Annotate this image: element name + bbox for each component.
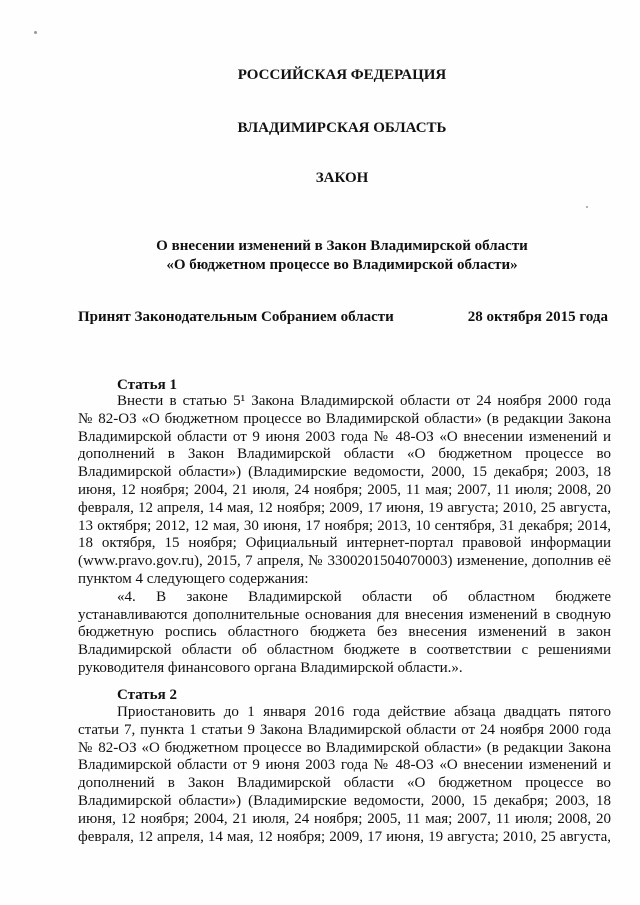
paragraph-line: февраля, 12 апреля, 14 мая, 12 ноября; 2009, 17 июня, 19 августа; 2010, 25 августа, bbox=[78, 499, 611, 516]
paragraph-line: руководителя финансового органа Владимирской области.». bbox=[78, 659, 463, 676]
paragraph-line: статьи 7, пункта 1 статьи 9 Закона Владимирской области от 24 ноября 2000 года bbox=[78, 721, 611, 738]
paragraph-line: № 82-ОЗ «О бюджетном процессе во Владимирской области» (в редакции Закона bbox=[78, 739, 611, 756]
document-type-heading: ЗАКОН bbox=[315, 170, 369, 186]
paragraph-line: Владимирской области от 9 июня 2003 года № 48-ОЗ «О внесении изменений и bbox=[78, 757, 611, 774]
article-1-body bbox=[78, 393, 611, 678]
law-title-line: О внесении изменений в Закон Владимирской области bbox=[156, 238, 528, 254]
paragraph-line: Внести в статью 5¹ Закона Владимирской области от 24 ноября 2000 года bbox=[117, 393, 611, 409]
article-2-body bbox=[78, 704, 611, 846]
paragraph-line: «4. В законе Владимирской области об областном бюджете bbox=[117, 588, 611, 605]
adoption-date: 28 октября 2015 года bbox=[467, 309, 608, 325]
paragraph-line: июня, 12 ноября; 2004, 21 июля, 24 ноября; 2005, 11 мая; 2007, 11 июля; 2008, 20 bbox=[78, 810, 611, 827]
scan-speck bbox=[586, 206, 588, 208]
paragraph-line: февраля, 12 апреля, 14 мая, 12 ноября; 2009, 17 июня, 19 августа; 2010, 25 августа, bbox=[78, 828, 611, 845]
article-1-heading: Статья 1 bbox=[117, 377, 177, 393]
scan-speck bbox=[34, 31, 37, 34]
paragraph-line: Владимирской области») (Владимирские ведомости, 2000, 15 декабря; 2003, 18 bbox=[78, 792, 611, 809]
article-2-heading: Статья 2 bbox=[117, 687, 177, 703]
paragraph-line: (www.pravo.gov.ru), 2015, 7 апреля, № 3300201504070003) изменение, дополнив её bbox=[78, 553, 611, 570]
paragraph-line: № 82-ОЗ «О бюджетном процессе во Владимирской области» (в редакции Закона bbox=[78, 410, 611, 427]
paragraph-line: дополнений в Закон Владимирской области «О бюджетном процессе во bbox=[78, 446, 611, 463]
law-title-line: «О бюджетном процессе во Владимирской области» bbox=[166, 257, 518, 273]
paragraph-line: 13 октября; 2012, 12 мая, 30 июня, 17 ноября; 2013, 10 сентября, 31 декабря; 2014, bbox=[78, 517, 611, 534]
paragraph-line: Приостановить до 1 января 2016 года действие абзаца двадцать пятого bbox=[117, 704, 611, 720]
paragraph-line: устанавливаются дополнительные основания для внесения изменений в сводную bbox=[78, 606, 611, 623]
adoption-text: Принят Законодательным Собранием области bbox=[78, 309, 394, 325]
country-heading: РОССИЙСКАЯ ФЕДЕРАЦИЯ bbox=[237, 67, 447, 83]
paragraph-line: пунктом 4 следующего содержания: bbox=[78, 570, 309, 587]
paragraph-line: Владимирской области») (Владимирские ведомости, 2000, 15 декабря; 2003, 18 bbox=[78, 464, 611, 481]
paragraph-line: дополнений в Закон Владимирской области «О бюджетном процессе во bbox=[78, 775, 611, 792]
paragraph-line: июня, 12 ноября; 2004, 21 июля, 24 ноября; 2005, 11 мая; 2007, 11 июля; 2008, 20 bbox=[78, 481, 611, 498]
paragraph-line: Владимирской области от 9 июня 2003 года № 48-ОЗ «О внесении изменений и bbox=[78, 428, 611, 445]
paragraph-line: Владимирской области об областном бюджете в соответствии с решениями bbox=[78, 642, 611, 659]
paragraph-line: бюджетную роспись областного бюджета без внесения изменений в закон bbox=[78, 624, 611, 641]
paragraph-line: 18 октября, 15 ноября; Официальный интернет-портал правовой информации bbox=[78, 535, 611, 552]
region-heading: ВЛАДИМИРСКАЯ ОБЛАСТЬ bbox=[237, 120, 447, 136]
law-title bbox=[22, 237, 640, 275]
